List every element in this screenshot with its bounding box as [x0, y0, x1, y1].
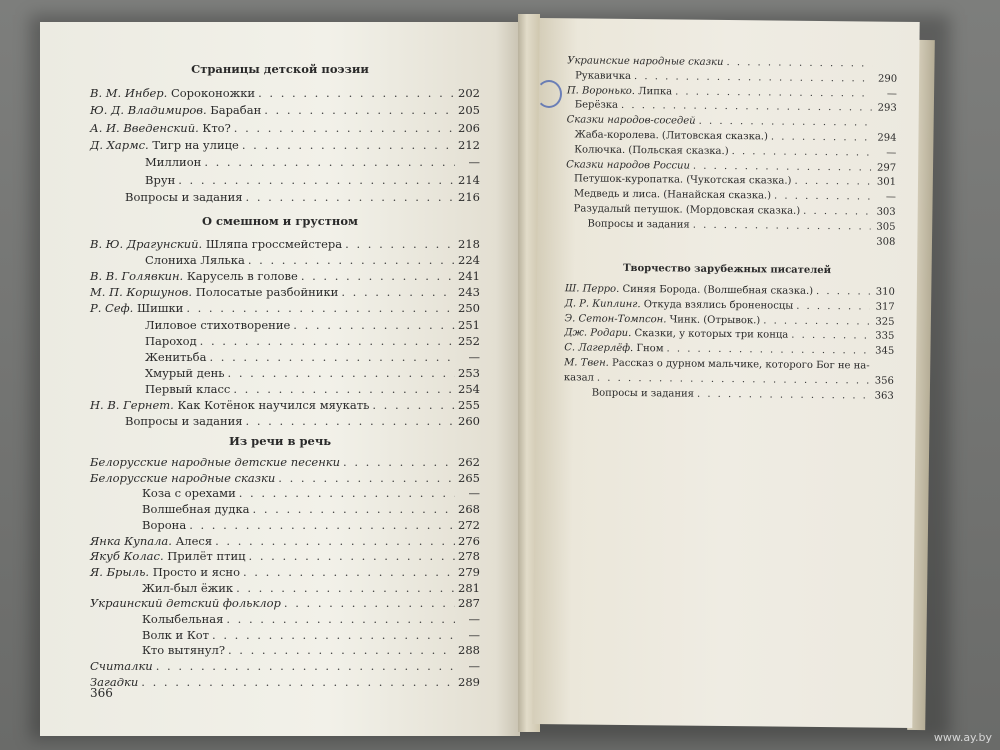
toc-page-number: 224 [458, 253, 480, 268]
toc-title: Липка [638, 85, 673, 98]
toc-title: Колыбельная [142, 612, 224, 626]
toc-page-number: 243 [458, 285, 480, 300]
toc-page-number: 265 [458, 470, 480, 485]
toc-page-number: — [468, 155, 480, 170]
toc-leader-dots [341, 285, 455, 299]
toc-entry [90, 628, 480, 642]
toc-leader-dots [228, 366, 455, 380]
toc-title: Рукавичка [575, 70, 632, 82]
toc-page-number: 310 [875, 286, 895, 298]
toc-entry [564, 386, 894, 403]
toc-entry [90, 612, 480, 626]
toc-title: Вопросы и задания [591, 387, 695, 400]
toc-page-number: 260 [458, 414, 480, 429]
toc-entry [90, 534, 480, 548]
toc-entry [90, 518, 480, 532]
toc-title: Рассказ о дурном мальчике, которого Бог не на- [612, 357, 870, 372]
toc-entry [90, 659, 480, 673]
section-heading: Страницы детской поэзии [191, 62, 369, 76]
toc-page-number: 325 [875, 316, 895, 328]
toc-title: Хмурый день [145, 365, 225, 380]
toc-page-number: — [468, 349, 480, 364]
toc-page-number: 206 [458, 120, 480, 135]
toc-author: Н. В. Гернет. [90, 398, 174, 412]
toc-leader-dots [249, 549, 455, 563]
toc-author: Украинские народные сказки [567, 55, 724, 68]
toc-title: Первый класс [145, 381, 231, 396]
toc-leader-dots [246, 190, 455, 204]
toc-title: Вопросы и задания [587, 218, 690, 231]
toc-author: П. Воронько. [566, 84, 636, 97]
toc-page-number: — [468, 627, 480, 642]
toc-author: Загадки [90, 674, 139, 689]
toc-title: Вопросы и задания [125, 189, 243, 204]
toc-leader-dots [693, 159, 871, 175]
toc-author: Украинский детский фольклор [90, 596, 281, 611]
toc-author: В. Ю. Драгунский. [90, 237, 203, 251]
toc-leader-dots [816, 285, 870, 300]
toc-title: Кто вытянул? [142, 643, 225, 658]
toc-title: Кто? [202, 120, 231, 135]
toc-leader-dots [278, 471, 455, 485]
toc-page-number: — [885, 191, 896, 203]
toc-leader-dots [189, 518, 455, 532]
toc-leader-dots [233, 382, 455, 396]
toc-entry [90, 237, 480, 251]
toc-author: Ю. Д. Владимиров. [90, 103, 207, 118]
toc-page-number: 250 [458, 301, 480, 316]
toc-page-number: 301 [876, 176, 897, 189]
toc-page-number: 305 [876, 221, 896, 233]
toc-leader-dots [699, 115, 872, 131]
toc-leader-dots [156, 659, 455, 673]
toc-title: Алеся [175, 533, 213, 548]
toc-leader-dots [264, 103, 455, 117]
toc-leader-dots [253, 502, 455, 516]
toc-title: Волк и Кот [142, 627, 210, 642]
toc-author: С. Лагерлёф. [564, 342, 634, 355]
toc-title: Ворона [142, 517, 187, 532]
toc-author: Сказки народов-соседей [566, 114, 696, 127]
toc-leader-dots [204, 155, 455, 169]
toc-page-number: 212 [458, 137, 480, 152]
toc-title: Шляпа гроссмейстера [205, 237, 343, 251]
toc-entry [90, 675, 480, 689]
toc-author: Белорусские народные детские песенки [90, 455, 341, 469]
toc-entry [90, 103, 480, 117]
section-heading: Из речи в речь [228, 434, 332, 448]
toc-entry [90, 138, 480, 152]
toc-title: Шишки [136, 301, 184, 316]
toc-title: Гном [636, 343, 664, 355]
toc-entry [90, 565, 480, 579]
watermark: www.ay.by [933, 731, 992, 744]
toc-title: Синяя Борода. (Волшебная сказка.) [622, 283, 814, 297]
toc-title: Лиловое стихотворение [145, 317, 291, 332]
toc-page-number: 317 [875, 301, 895, 313]
toc-leader-dots [258, 86, 455, 100]
toc-leader-dots [284, 596, 455, 610]
toc-leader-dots [243, 565, 455, 579]
toc-author: Якуб Колас. [90, 549, 164, 564]
toc-title: Медведь и лиса. (Нанайская сказка.) [573, 188, 772, 202]
toc-title: Жаба-королева. (Литовская сказка.) [574, 129, 768, 143]
toc-page-number: 268 [458, 502, 480, 517]
toc-entry [90, 414, 480, 428]
toc-author: Д. Хармс. [90, 137, 149, 152]
toc-entry [90, 581, 480, 595]
toc-title: Слониха Лялька [145, 253, 245, 268]
toc-title: Волшебная дудка [142, 502, 250, 517]
toc-page-number: 251 [458, 317, 480, 332]
section-heading: Творчество зарубежных писателей [623, 262, 832, 277]
toc-title: Тигр на улице [152, 137, 239, 152]
toc-entry [90, 382, 480, 396]
toc-leader-dots [236, 581, 455, 595]
toc-author: Ш. Перро. [564, 283, 620, 295]
toc-entry [90, 596, 480, 610]
toc-page-number: 356 [874, 375, 894, 387]
toc-page-number: 252 [458, 333, 480, 348]
toc-page-number: 202 [458, 86, 480, 100]
toc-leader-dots [209, 350, 455, 364]
toc-page-number: 287 [458, 596, 480, 611]
toc-leader-dots [791, 329, 869, 344]
toc-page-number: 303 [876, 206, 896, 218]
toc-author: М. П. Коршунов. [90, 285, 193, 300]
toc-entry [90, 86, 480, 100]
toc-author: Я. Брыль. [90, 564, 150, 579]
left-page-content [40, 22, 520, 736]
toc-page-number: 205 [458, 103, 480, 118]
toc-entry [90, 455, 480, 469]
toc-title: Просто и ясно [152, 564, 240, 579]
toc-page-number: — [468, 612, 480, 626]
toc-entry [90, 190, 480, 204]
toc-entry [90, 643, 480, 657]
toc-leader-dots [242, 138, 455, 152]
toc-page-number: 345 [875, 345, 895, 357]
toc-page-number: 297 [877, 162, 897, 174]
toc-title: Сказки, у которых три конца [634, 328, 789, 342]
toc-author: Д. Р. Киплинг. [564, 298, 641, 310]
toc-title: Прилёт птиц [167, 549, 246, 564]
toc-leader-dots [141, 675, 455, 689]
toc-title: Колючка. (Польская сказка.) [574, 144, 729, 157]
toc-leader-dots [726, 56, 872, 72]
toc-page-number: 216 [458, 189, 480, 204]
toc-title: Женитьба [145, 349, 207, 364]
toc-title: Чинк. (Отрывок.) [669, 314, 761, 326]
toc-author: М. Твен. [564, 357, 609, 369]
toc-leader-dots [248, 253, 455, 267]
toc-title: Берёзка [574, 99, 619, 112]
toc-title: Разудалый петушок. (Мордовская сказка.) [573, 203, 801, 217]
toc-leader-dots [796, 300, 870, 315]
toc-page-number: — [468, 659, 480, 674]
toc-page-number: 289 [458, 674, 480, 689]
toc-author: Сказки народов России [566, 158, 691, 172]
toc-entry [90, 253, 480, 267]
toc-leader-dots [345, 237, 455, 251]
toc-author: Считалки [90, 659, 153, 674]
toc-leader-dots [186, 301, 455, 315]
toc-entry [90, 334, 480, 348]
toc-page-number: 279 [458, 564, 480, 579]
toc-title: Как Котёнок научился мяукать [177, 398, 370, 412]
toc-page-number: 290 [877, 73, 898, 85]
toc-leader-dots [621, 99, 872, 116]
toc-entry [90, 366, 480, 380]
toc-title: Карусель в голове [186, 269, 298, 284]
toc-author: Р. Сеф. [90, 301, 134, 316]
toc-entry [90, 318, 480, 332]
toc-author: Белорусские народные сказки [90, 470, 276, 485]
toc-title: Пароход [145, 333, 197, 348]
toc-entry [90, 471, 480, 485]
toc-leader-dots [234, 121, 455, 135]
toc-page-number: 335 [875, 330, 895, 343]
page-number: 366 [90, 686, 113, 700]
toc-title: Врун [145, 172, 176, 187]
toc-page-number: 262 [458, 455, 480, 469]
toc-leader-dots [794, 175, 871, 190]
toc-entry [90, 173, 480, 187]
toc-title: Барабан [210, 103, 262, 118]
toc-page-number: 214 [458, 172, 480, 187]
toc-leader-dots [301, 269, 455, 283]
toc-entry [90, 398, 480, 412]
toc-entry [90, 285, 480, 299]
toc-title: Сороконожки [170, 86, 256, 100]
toc-entry [90, 350, 480, 364]
toc-title: Петушок-куропатка. (Чукотская сказка.) [573, 173, 792, 188]
toc-page-number: 241 [458, 269, 480, 284]
toc-leader-dots [697, 387, 869, 403]
toc-entry [90, 549, 480, 563]
toc-author: А. И. Введенский. [90, 120, 199, 135]
toc-leader-dots [293, 318, 455, 332]
toc-page-number: — [886, 147, 897, 159]
toc-page-number: 294 [877, 132, 897, 144]
toc-author: В. В. Голявкин. [90, 269, 184, 284]
toc-page-number: — [886, 88, 897, 100]
toc-title: Полосатые разбойники [195, 285, 339, 300]
toc-leader-dots [215, 534, 455, 548]
toc-title: Коза с орехами [142, 486, 236, 501]
toc-leader-dots [212, 628, 455, 642]
toc-entry [90, 486, 480, 500]
toc-author: Дж. Родари. [564, 327, 632, 340]
toc-page-number: 218 [458, 237, 480, 251]
toc-leader-dots [771, 130, 872, 145]
toc-entry [90, 155, 480, 169]
toc-page-number: 293 [877, 102, 897, 115]
toc-leader-dots [803, 205, 871, 220]
pen-mark-icon [536, 80, 562, 108]
toc-leader-dots [732, 145, 872, 160]
toc-page-number: 288 [458, 643, 480, 658]
toc-author: В. М. Инбер. [90, 86, 168, 100]
toc-page-number: 278 [458, 549, 480, 564]
toc-title: казал [563, 372, 594, 384]
section-heading: О смешном и грустном [202, 214, 358, 228]
toc-entry [90, 301, 480, 315]
toc-leader-dots [343, 455, 455, 469]
toc-entry [90, 121, 480, 135]
toc-leader-dots [763, 314, 869, 329]
toc-leader-dots [239, 486, 455, 500]
toc-title: Вопросы и задания [125, 414, 243, 429]
toc-page-number: 255 [458, 398, 480, 412]
toc-leader-dots [178, 173, 455, 187]
toc-leader-dots [372, 398, 455, 412]
toc-page-number: 253 [458, 365, 480, 380]
toc-page-number: 281 [458, 580, 480, 595]
toc-author: Янка Купала. [90, 533, 172, 548]
toc-leader-dots [200, 334, 455, 348]
toc-entry [565, 232, 895, 249]
toc-leader-dots [666, 343, 869, 359]
toc-leader-dots [634, 70, 872, 86]
toc-leader-dots [774, 190, 871, 205]
toc-page-number: 276 [458, 533, 480, 548]
toc-leader-dots [675, 85, 872, 101]
toc-entry [90, 502, 480, 516]
toc-page-number: 363 [874, 390, 894, 402]
toc-page-number: — [468, 486, 480, 501]
toc-page-number: 308 [876, 236, 896, 248]
toc-entry [90, 269, 480, 283]
toc-leader-dots [228, 643, 455, 657]
toc-leader-dots [226, 612, 455, 626]
right-page [532, 18, 919, 728]
right-page-content [532, 18, 919, 728]
toc-title: Жил-был ёжик [142, 580, 234, 595]
left-page [40, 22, 520, 736]
toc-leader-dots [693, 218, 871, 234]
toc-page-number: 254 [458, 381, 480, 396]
toc-leader-dots [246, 414, 455, 428]
toc-page-number: 272 [458, 517, 480, 532]
toc-title: Откуда взялись броненосцы [643, 298, 794, 312]
toc-title: Миллион [145, 155, 202, 170]
toc-author: Э. Сетон-Томпсон. [564, 312, 667, 325]
